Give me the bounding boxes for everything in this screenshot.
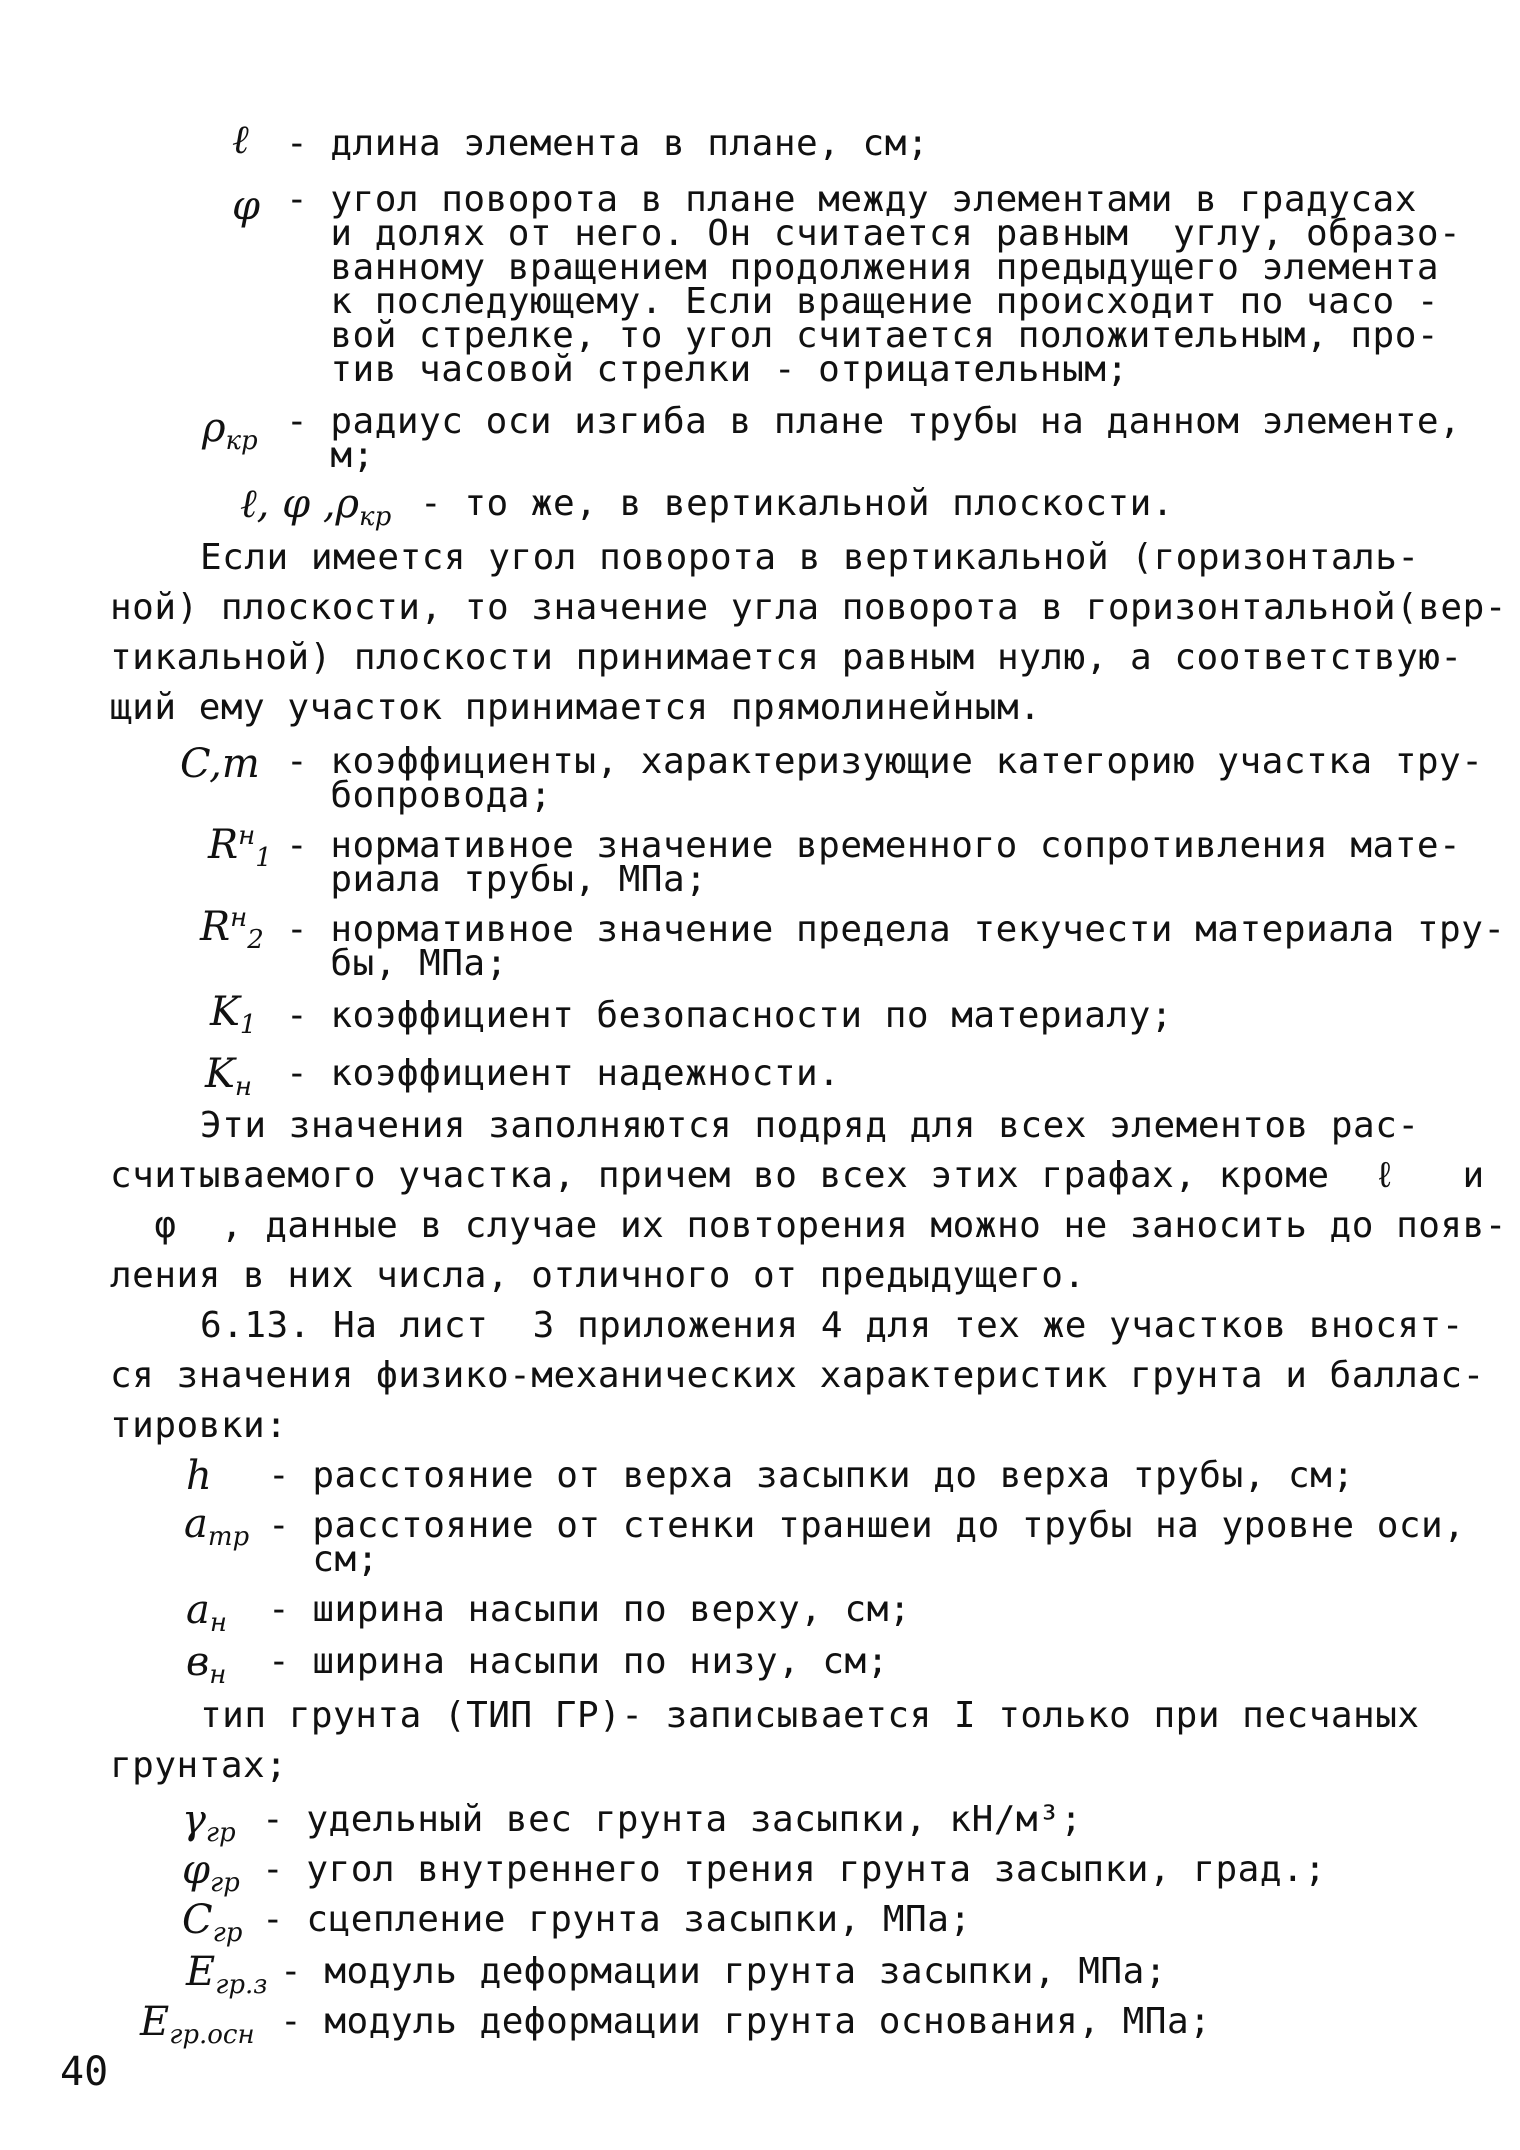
paragraph-line: считываемого участка, причем во всех этих графах, кроме ℓ и (110, 1155, 1485, 1196)
symbol-c-m: C,m (180, 741, 260, 787)
paragraph-line: тировки: (110, 1405, 288, 1446)
symbol-kn: $K_н$ (205, 1051, 253, 1102)
def-line: - длина элемента в плане, см; (286, 123, 930, 164)
symbol-h: h (186, 1453, 212, 1499)
def-line: риала трубы, МПа; (286, 859, 708, 900)
paragraph-line: ления в них числа, отличного от предыдущего. (110, 1255, 1086, 1296)
def-line: ванному вращением продолжения предыдущего элемента (286, 247, 1440, 288)
symbol-phi: φ (232, 183, 261, 229)
symbol-e-gr-osn: $E_{гр.осн}$ (140, 1999, 255, 2050)
def-line: - коэффициенты, характеризующие категорию участка тру- (286, 741, 1484, 782)
def-line: м; (286, 435, 375, 476)
paragraph-line: ной) плоскости, то значение угла поворота в горизонтальной(вер- (110, 587, 1507, 628)
symbol-gamma-gr: $\gamma_{гр}$ (182, 1797, 236, 1848)
paragraph-line: Если имеется угол поворота в вертикальной (горизонталь- (200, 537, 1420, 578)
paragraph-line: грунтах; (110, 1745, 288, 1786)
symbol-v-n: $в_н$ (186, 1639, 227, 1690)
def-line: вой стрелке, то угол считается положительным, про- (286, 315, 1440, 356)
def-line: - нормативное значение временного сопротивления мате- (286, 825, 1462, 866)
def-line: бопровода; (286, 775, 553, 816)
symbol-e-gr-z: $E_{гр.з}$ (186, 1949, 268, 2000)
def-line: - то же, в вертикальной плоскости. (420, 483, 1174, 524)
paragraph-line: 6.13. На лист 3 приложения 4 для тех же участков вносят- (200, 1305, 1464, 1346)
paragraph-line: щий ему участок принимается прямолинейным. (110, 687, 1042, 728)
def-line: - модуль деформации грунта засыпки, МПа; (280, 1951, 1167, 1992)
def-line: - удельный вес грунта засыпки, кН/м³; (262, 1799, 1083, 1840)
def-line: - коэффициент надежности. (286, 1053, 841, 1094)
symbol-k1: $K_1$ (210, 989, 257, 1040)
paragraph-line: Эти значения заполняются подряд для всех элементов рас- (200, 1105, 1420, 1146)
def-line: к последующему. Если вращение происходит по часо - (286, 281, 1440, 322)
symbol-rho-kr: $\rho_{кр}$ (202, 405, 258, 456)
def-line: - нормативное значение предела текучести материала тру- (286, 909, 1506, 950)
def-line: см; (268, 1539, 379, 1580)
def-line: бы, МПа; (286, 943, 508, 984)
paragraph-line: тикальной) плоскости принимается равным нулю, а соответствую- (110, 637, 1463, 678)
paragraph-line: φ , данные в случае их повторения можно не заносить до появ- (110, 1205, 1507, 1246)
paragraph-line: тип грунта (ТИП ГР)- записывается I только при песчаных (200, 1695, 1420, 1736)
symbol-l-phi-rho-kr: ℓ, φ $,\rho_{кр}$ (240, 481, 392, 532)
def-line: - расстояние от стенки траншеи до трубы на уровне оси, (268, 1505, 1466, 1546)
def-line: - угол поворота в плане между элементами в градусах (286, 179, 1417, 220)
paragraph-line: ся значения физико-механических характеристик грунта и баллас- (110, 1355, 1485, 1396)
def-line: тив часовой стрелки - отрицательным; (286, 349, 1129, 390)
def-line: и долях от него. Он считается равным углу, образо- (286, 213, 1462, 254)
def-line: - радиус оси изгиба в плане трубы на данном элементе, (286, 401, 1462, 442)
page-number: 40 (60, 2049, 109, 2095)
symbol-a-n: $a_н$ (186, 1587, 227, 1638)
symbol-r1n: $R^н_1$ (208, 821, 272, 873)
def-line: - угол внутреннего трения грунта засыпки, град.; (262, 1849, 1327, 1890)
symbol-a-tr: $a_{тр}$ (184, 1501, 250, 1552)
def-line: - ширина насыпи по низу, см; (268, 1641, 889, 1682)
def-line: - сцепление грунта засыпки, МПа; (262, 1899, 972, 1940)
symbol-l: ℓ (232, 117, 249, 163)
def-line: - коэффициент безопасности по материалу; (286, 995, 1173, 1036)
symbol-c-gr: $C_{гр}$ (182, 1897, 243, 1948)
def-line: - расстояние от верха засыпки до верха трубы, см; (268, 1455, 1355, 1496)
symbol-r2n: $R^н_2$ (200, 903, 264, 955)
def-line: - ширина насыпи по верху, см; (268, 1589, 912, 1630)
symbol-phi-gr: $\varphi_{гр}$ (182, 1847, 240, 1898)
def-line: - модуль деформации грунта основания, МПа; (280, 2001, 1212, 2042)
